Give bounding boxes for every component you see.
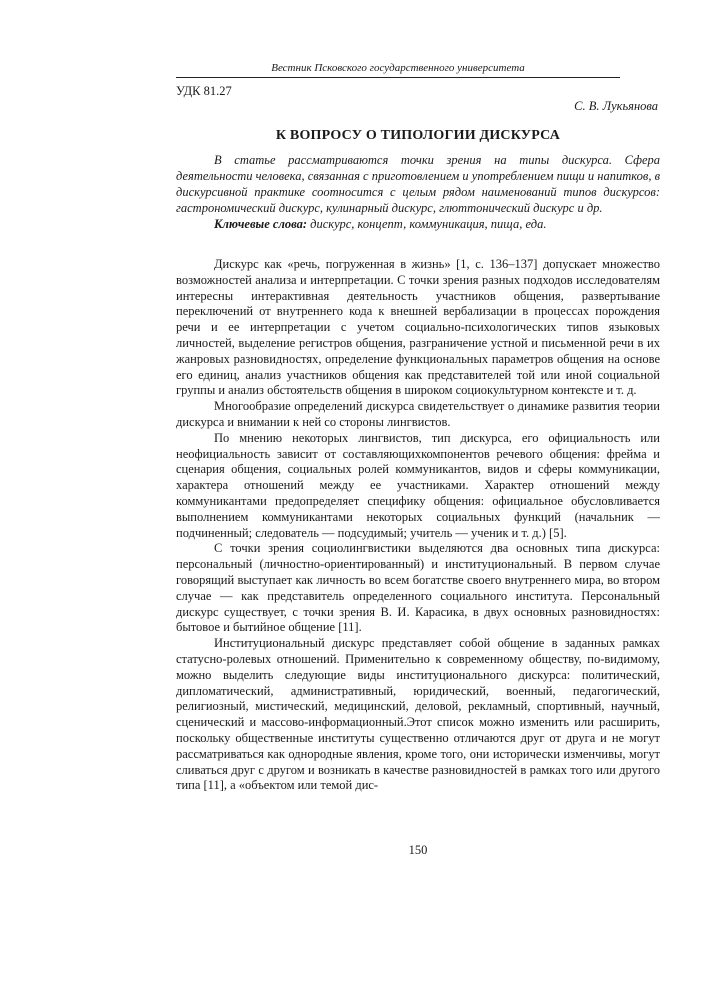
article-author: С. В. Лукьянова: [574, 99, 658, 113]
keywords-line: [176, 216, 660, 232]
abstract-block: [176, 152, 660, 232]
header-rule: [176, 77, 620, 78]
journal-running-header: Вестник Псковского государственного университета: [271, 62, 525, 74]
abstract-text: В статье рассматриваются точки зрения на типы дискурса. Сфера деятельности человека, связанная с приготовлением и употреблением пищи и напитков, в дискурсивной практике соотносится с целым рядом наименований типов дискурсов: гастрономический дискурс, кулинарный дискурс, глюттонический дискурс и др.: [176, 153, 660, 215]
body-paragraph: Многообразие определений дискурса свидетельствует о динамике развития теории дискурса и внимании к ней со стороны лингвистов.: [176, 399, 660, 429]
article-title: К ВОПРОСУ О ТИПОЛОГИИ ДИСКУРСА: [275, 128, 561, 143]
body-paragraph: Дискурс как «речь, погруженная в жизнь» [1, с. 136–137] допускает множество возможностей анализа и интерпретации. С точки зрения разных подходов исследователям интересны интерактивная деятельность участников общения, развертывание переключений от внутреннего кода к внешней вербализации в процессах порождения речи и ее интерпретации с учетом социально-психологических типов языковых личностей, выделение регистров общения, разграничение устной и письменной речи в их жанровых разновидностях, определение функциональных параметров общения на основе его единиц, анализ участников общения как представителей той или иной социальной группы и анализ обстоятельств общения в широком социокультурном контексте и т. д.: [176, 257, 660, 398]
body-paragraph: Институциональный дискурс представляет собой общение в заданных рамках статусно-ролевых отношений. Применительно к современному обществу, по-видимому, можно выделить следующие виды институционального дискурса: политический, дипломатический, административный, юридический, военный, педагогический, религиозный, мистический, медицинский, деловой, рекламный, спортивный, научный, сценический и массово-информационный.Этот список можно изменить или расширить, поскольку общественные институты существенно отличаются друг от друга и не могут рассматриваться как однородные явления, кроме того, они исторически изменчивы, могут сливаться друг с другом и возникать в качестве разновидностей в рамках того или другого типа [11], а «объектом или темой дис-: [176, 636, 660, 793]
udk-code: УДК 81.27: [176, 84, 232, 98]
keywords-label: Ключевые слова:: [214, 217, 308, 231]
keywords-list: дискурс, концепт, коммуникация, пища, еда.: [307, 217, 547, 231]
article-body: [176, 257, 660, 794]
page-number: 150: [408, 843, 428, 857]
body-paragraph: С точки зрения социолингвистики выделяются два основных типа дискурса: персональный (личностно-ориентированный) и институциональный. В первом случае говорящий выступает как личность во всем богатстве своего внутреннего мира, во втором случае — как представитель определенного социального института. Персональный дискурс существует, с точки зрения В. И. Карасика, в двух основных разновидностях: бытовое и бытийное общение [11].: [176, 541, 660, 635]
body-paragraph: По мнению некоторых лингвистов, тип дискурса, его официальность или неофициальность зависит от составляющихкомпонентов речевого общения: фрейма и сценария общения, социальных ролей коммуникантов, видов и сферы коммуникации, характера отношений между ее участниками. Характер отношений между коммуникантами предопределяет специфику общения: официальное обусловливается выполнением коммуникантами некоторых социальных функций (начальник — подчиненный; следователь — подсудимый; учитель — ученик и т. д.) [5].: [176, 430, 660, 540]
